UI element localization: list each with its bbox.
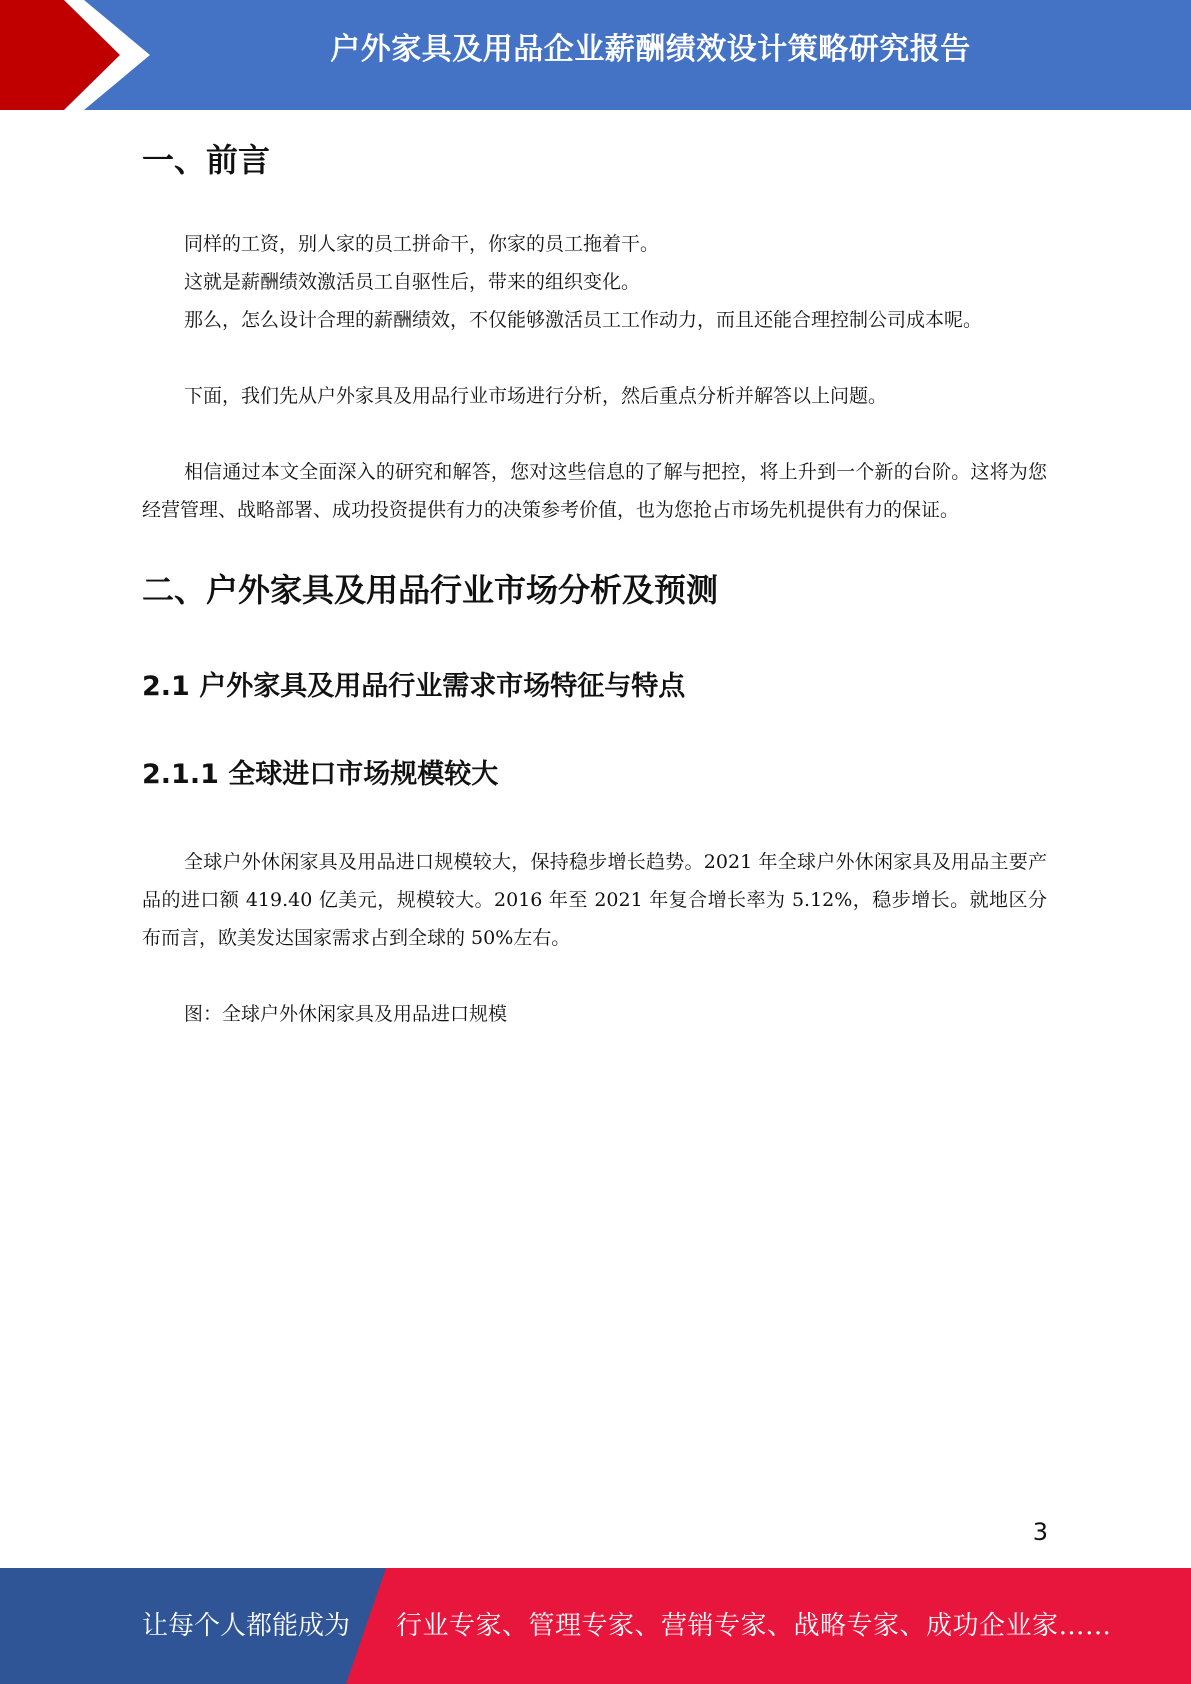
- header-chevron-icon: [0, 0, 150, 110]
- subsection-heading-2-1-1: 2.1.1 全球进口市场规模较大: [142, 759, 499, 790]
- figure-caption: 图：全球户外休闲家具及用品进口规模: [184, 1003, 508, 1025]
- footer-slogan-left: 让每个人都能成为: [142, 1611, 351, 1641]
- page-content: [142, 135, 1047, 1033]
- preface-paragraph-1: 同样的工资，别人家的员工拼命干，你家的员工拖着干。: [184, 233, 660, 255]
- section-heading-market-analysis: 二、户外家具及用品行业市场分析及预测: [142, 571, 719, 609]
- market-paragraph: 全球户外休闲家具及用品进口规模较大，保持稳步增长趋势。2021 年全球户外休闲家具及用品主要产品的进口额 419.40 亿美元，规模较大。2016 年至 2021 年复合增长率为 5.12%，稳步增长。就地区分布而言，欧美发达国家需求占到全球的 50%左右。: [142, 851, 1047, 949]
- report-title: 户外家具及用品企业薪酬绩效设计策略研究报告: [330, 32, 971, 67]
- preface-paragraph-3: 那么，怎么设计合理的薪酬绩效，不仅能够激活员工工作动力，而且还能合理控制公司成本呢。: [184, 309, 983, 331]
- preface-paragraph-4: 下面，我们先从户外家具及用品行业市场进行分析，然后重点分析并解答以上问题。: [184, 385, 888, 407]
- preface-paragraph-5: 相信通过本文全面深入的研究和解答，您对这些信息的了解与把控，将上升到一个新的台阶。这将为您经营管理、战略部署、成功投资提供有力的决策参考价值，也为您抢占市场先机提供有力的保证。: [142, 461, 1047, 521]
- header-banner: [0, 0, 1191, 110]
- page-number: 3: [1032, 1518, 1048, 1546]
- preface-paragraph-2: 这就是薪酬绩效激活员工自驱性后，带来的组织变化。: [184, 271, 641, 293]
- subsection-heading-2-1: 2.1 户外家具及用品行业需求市场特征与特点: [142, 671, 686, 702]
- footer-banner: [0, 1568, 1191, 1684]
- footer-slogan-right: 行业专家、管理专家、营销专家、战略专家、成功企业家……: [396, 1611, 1112, 1641]
- section-heading-preface: 一、前言: [142, 141, 271, 179]
